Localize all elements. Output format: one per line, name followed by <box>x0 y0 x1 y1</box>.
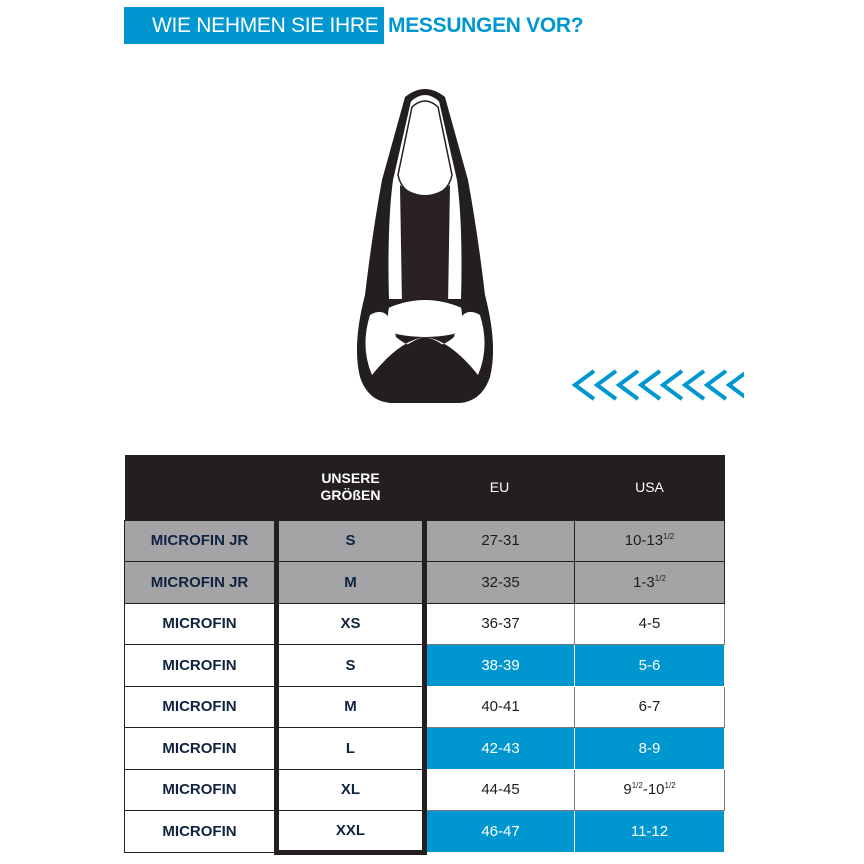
model-cell: MICROFIN <box>125 645 277 687</box>
eu-cell: 42-43 <box>425 728 575 770</box>
eu-cell: 46-47 <box>425 811 575 853</box>
eu-cell: 27-31 <box>425 520 575 562</box>
eu-cell: 36-37 <box>425 603 575 645</box>
size-cell: S <box>277 645 425 687</box>
usa-cell: $9^{1/2}-10^{1/2}$ <box>575 769 725 811</box>
left-chevron-arrows <box>570 368 744 402</box>
model-cell: MICROFIN JR <box>125 562 277 604</box>
usa-cell: 8-9 <box>575 728 725 770</box>
eu-cell: 44-45 <box>425 769 575 811</box>
swim-fin-illustration <box>350 85 500 410</box>
header-our-sizes: UNSERE GRÖßEN <box>277 455 425 520</box>
table-row <box>125 728 725 770</box>
header-usa: USA <box>575 455 725 520</box>
model-cell: MICROFIN JR <box>125 520 277 562</box>
model-cell: MICROFIN <box>125 811 277 853</box>
size-cell: S <box>277 520 425 562</box>
table-row <box>125 769 725 811</box>
header-model <box>125 455 277 520</box>
table-row <box>125 562 725 604</box>
size-cell: XXL <box>277 811 425 853</box>
table-row <box>125 811 725 853</box>
size-cell: XL <box>277 769 425 811</box>
size-chart-table <box>124 455 725 855</box>
header-highlight-box: WIE NEHMEN SIE IHRE <box>124 7 384 44</box>
size-cell: L <box>277 728 425 770</box>
usa-cell: 11-12 <box>575 811 725 853</box>
model-cell: MICROFIN <box>125 603 277 645</box>
eu-cell: 40-41 <box>425 686 575 728</box>
size-cell: XS <box>277 603 425 645</box>
eu-cell: 38-39 <box>425 645 575 687</box>
usa-cell: 4-5 <box>575 603 725 645</box>
size-cell: M <box>277 562 425 604</box>
table-row <box>125 603 725 645</box>
usa-cell: 6-7 <box>575 686 725 728</box>
model-cell: MICROFIN <box>125 728 277 770</box>
usa-cell: $1-3^{1/2}$ <box>575 562 725 604</box>
usa-cell: 5-6 <box>575 645 725 687</box>
header-eu: EU <box>425 455 575 520</box>
table-row <box>125 645 725 687</box>
header-title-strong: MESSUNGEN VOR? <box>388 13 584 37</box>
table-row <box>125 520 725 562</box>
table-row <box>125 686 725 728</box>
model-cell: MICROFIN <box>125 769 277 811</box>
table-header-row <box>125 455 725 520</box>
model-cell: MICROFIN <box>125 686 277 728</box>
section-header <box>124 7 583 44</box>
eu-cell: 32-35 <box>425 562 575 604</box>
usa-cell: $10-13^{1/2}$ <box>575 520 725 562</box>
size-cell: M <box>277 686 425 728</box>
